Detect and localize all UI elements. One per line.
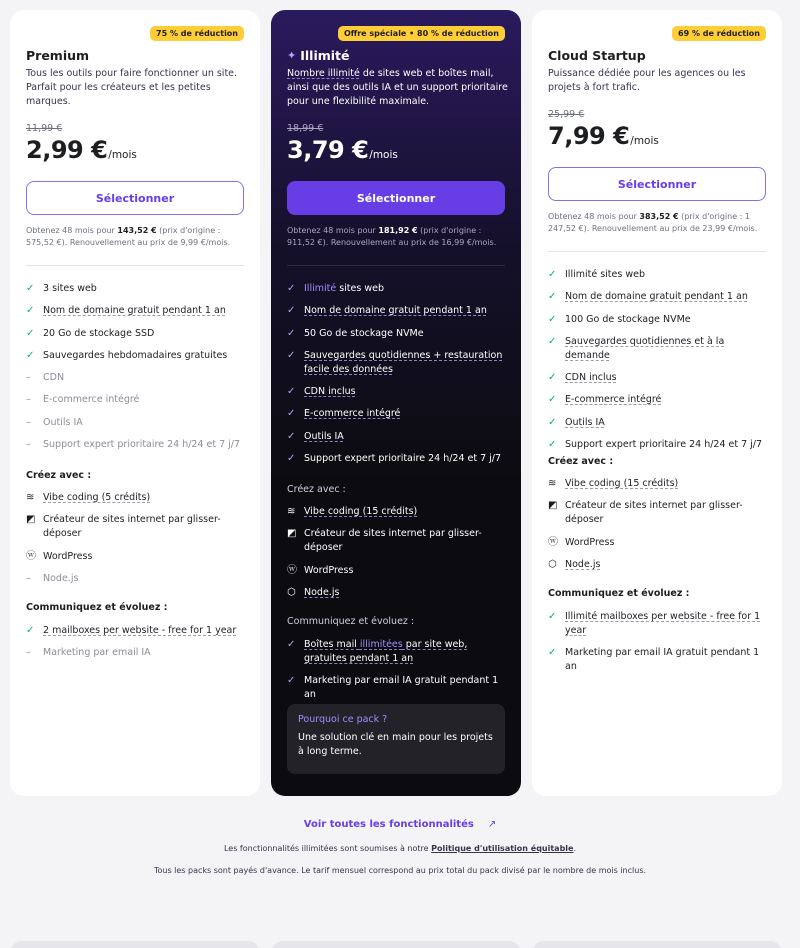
sparkle-icon: ✦ [287,49,297,62]
check-icon: ✓ [287,386,296,398]
plan-card-cloud-startup [532,10,782,796]
plan-card-illimite [271,10,521,796]
why-text: Une solution clé en main pour les projets à long terme. [298,732,493,757]
grow-list [548,610,768,683]
check-icon: ✓ [548,647,557,659]
section-title: Communiquez et évoluez : [287,616,415,627]
grow-item: – Marketing par email IA [26,647,151,659]
check-icon: ✓ [548,416,557,428]
next-card [10,941,260,948]
section-title: Communiquez et évoluez : [26,602,168,613]
select-button[interactable]: Sélectionner [548,167,766,201]
discount-badge: 69 % de réduction [672,26,766,41]
section-title: Créez avec : [548,456,614,467]
feature-item: ✓ CDN inclus [287,386,356,398]
price-period: /mois [630,135,659,147]
check-icon: ✓ [287,675,296,687]
check-icon: ✓ [548,313,557,325]
section-title: Créez avec : [26,470,92,481]
create-item: ≋ Vibe coding (15 crédits) [287,506,418,517]
discount-badge: Offre spéciale • 80 % de réduction [338,26,505,41]
check-icon: ✓ [548,611,557,622]
fair-use-note: Les fonctionnalités illimitées sont soumises à notre Politique d'utilisation équitable. [223,844,577,853]
prepaid-note: Tous les packs sont payés d'avance. Le tarif mensuel correspond au prix total du pack divisé par le nombre de mois inclus. [153,866,647,875]
divider [26,265,244,266]
grow-list [26,624,246,669]
check-icon: ✓ [548,269,557,280]
check-icon: ✓ [548,394,557,406]
all-features-link[interactable]: Voir toutes les fonctionnalités ↗ [303,819,497,830]
create-list [548,477,768,580]
create-item: ◩ Créateur de sites internet par glisser-déposer [26,514,221,540]
dash-icon: – [26,394,31,406]
create-list [287,505,507,608]
vibe-coding-icon: ≋ [548,478,557,489]
check-icon: ✓ [287,283,296,294]
old-price: 18,99 € [287,123,324,134]
feature-item: ✓ 100 Go de stockage NVMe [548,313,691,325]
arrow-up-right-icon: ↗ [487,819,497,830]
check-icon: ✓ [548,439,557,451]
check-icon: ✓ [548,291,557,303]
grow-item: ✓ 2 mailboxes per website - free for 1 year [26,625,237,636]
wordpress-icon: ⓦ [548,536,558,548]
feature-item: – CDN [26,372,65,384]
price-amount: 2,99 € [26,136,108,164]
pricing-cards [10,10,783,796]
check-icon: ✓ [26,625,35,636]
check-icon: ✓ [287,453,296,465]
grow-item: ✓ Marketing par email IA gratuit pendant 1 an [287,675,499,701]
feature-item: ✓ Sauvegardes quotidiennes + restauration facile des données [287,349,503,375]
grow-item: ✓ Boîtes mail illimitées par site web, gratuites pendant 1 an [287,639,468,664]
create-item: ⬡ Node.js [287,586,340,598]
create-item: ◩ Créateur de sites internet par glisser-déposer [287,528,482,554]
check-icon: ✓ [287,408,296,420]
dash-icon: – [26,439,31,451]
section-title: Communiquez et évoluez : [548,588,690,599]
feature-list [548,268,768,460]
feature-item: ✓ Support expert prioritaire 24 h/24 et 7 j/7 [287,453,502,465]
create-item: ⬡ Node.js [548,558,601,570]
create-item: ⓦ WordPress [26,550,93,562]
price-amount: 3,79 € [287,136,369,164]
feature-item: ✓ Outils IA [287,430,344,442]
feature-item: ✓ Outils IA [548,416,605,428]
billing-note: Obtenez 48 mois pour 181,92 € (prix d'origine : 911,52 €). Renouvellement au prix de 16,99 €/mois. [287,226,497,247]
create-item: ◩ Créateur de sites internet par glisser-déposer [548,500,743,526]
check-icon: ✓ [548,372,557,384]
price-amount: 7,99 € [548,122,630,150]
builder-icon: ◩ [26,514,36,526]
next-card [532,941,782,948]
plan-name: Premium [26,48,90,63]
feature-item: ✓ E-commerce intégré [287,408,401,420]
vibe-coding-icon: ≋ [287,506,296,517]
price-period: /mois [369,149,398,161]
fair-use-policy-link[interactable]: Politique d'utilisation équitable [431,844,574,853]
feature-item: ✓ 50 Go de stockage NVMe [287,327,424,339]
dash-icon: – [26,647,31,659]
check-icon: ✓ [26,305,35,317]
feature-item: – Support expert prioritaire 24 h/24 et 7 j/7 [26,439,241,451]
price [548,122,659,150]
why-title: Pourquoi ce pack ? [298,714,388,725]
grow-item: ✓ Marketing par email IA gratuit pendant 1 an [548,647,760,673]
create-item: ≋ Vibe coding (15 crédits) [548,478,679,489]
plan-description: Puissance dédiée pour les agences ou les projets à fort trafic. [548,68,746,93]
vibe-coding-icon: ≋ [26,492,35,503]
price-period: /mois [108,149,137,161]
billing-note: Obtenez 48 mois pour 383,52 € (prix d'origine : 1 247,52 €). Renouvellement au prix de 23,99 €/mois. [548,212,758,233]
feature-item: ✓ Sauvegardes quotidiennes et à la demande [548,335,725,361]
nodejs-icon: ⬡ [548,558,557,570]
feature-item: ✓ E-commerce intégré [548,394,662,406]
builder-icon: ◩ [287,528,297,540]
discount-badge: 75 % de réduction [150,26,244,41]
plan-name: ✦ Illimité [287,48,350,63]
dash-icon: – [26,572,31,584]
feature-list [26,282,246,460]
divider [548,251,766,252]
create-item: ≋ Vibe coding (5 crédits) [26,492,151,503]
section-title: Créez avec : [287,484,346,495]
check-icon: ✓ [287,327,296,339]
feature-item: ✓ 20 Go de stockage SSD [26,327,155,339]
create-item: ⓦ WordPress [548,536,615,548]
plan-description: Tous les outils pour faire fonctionner un site. Parfait pour les créateurs et les petites marques. [26,68,238,107]
feature-item: ✓ 3 sites web [26,283,97,294]
check-icon: ✓ [287,639,296,650]
divider [287,265,505,266]
check-icon: ✓ [287,430,296,442]
price [26,136,137,164]
feature-item: ✓ Support expert prioritaire 24 h/24 et 7 j/7 [548,439,763,451]
check-icon: ✓ [548,335,557,347]
feature-item: ✓ Nom de domaine gratuit pendant 1 an [287,305,487,317]
wordpress-icon: ⓦ [26,550,36,562]
check-icon: ✓ [287,305,296,317]
plan-name: Cloud Startup [548,48,646,63]
nodejs-icon: ⬡ [287,586,296,598]
check-icon: ✓ [287,349,296,361]
dash-icon: – [26,416,31,428]
feature-item: ✓ CDN inclus [548,372,617,384]
price [287,136,398,164]
create-item: – Node.js [26,572,79,584]
builder-icon: ◩ [548,500,558,512]
next-card [271,941,521,948]
create-item: ⓦ WordPress [287,564,354,576]
feature-item: – Outils IA [26,416,83,428]
old-price: 11,99 € [26,123,63,134]
feature-item: ✓ Nom de domaine gratuit pendant 1 an [26,305,226,317]
select-button[interactable]: Sélectionner [26,181,244,215]
plan-card-premium [10,10,260,796]
why-this-plan-box [287,704,505,774]
grow-list [287,638,507,711]
feature-item: – E-commerce intégré [26,394,140,406]
wordpress-icon: ⓦ [287,564,297,576]
check-icon: ✓ [26,327,35,339]
dash-icon: – [26,372,31,384]
feature-item: ✓ Sauvegardes hebdomadaires gratuites [26,349,228,361]
feature-list [287,282,507,474]
next-section-cards [10,941,783,948]
old-price: 25,99 € [548,109,585,120]
check-icon: ✓ [26,349,35,361]
billing-note: Obtenez 48 mois pour 143,52 € (prix d'origine : 575,52 €). Renouvellement au prix de 9,99 €/mois. [26,226,231,247]
feature-item: ✓ Illimité sites web [548,269,645,280]
feature-item: ✓ Nom de domaine gratuit pendant 1 an [548,291,748,303]
check-icon: ✓ [26,283,35,294]
select-button[interactable]: Sélectionner [287,181,505,215]
create-list [26,491,246,594]
plan-description: Nombre illimité de sites web et boîtes mail, ainsi que des outils IA et un support prioritaire pour une flexibilité maximale. [287,68,508,107]
feature-item: ✓ Illimité sites web [287,283,384,294]
grow-item: ✓ Illimité mailboxes per website - free for 1 year [548,611,761,636]
